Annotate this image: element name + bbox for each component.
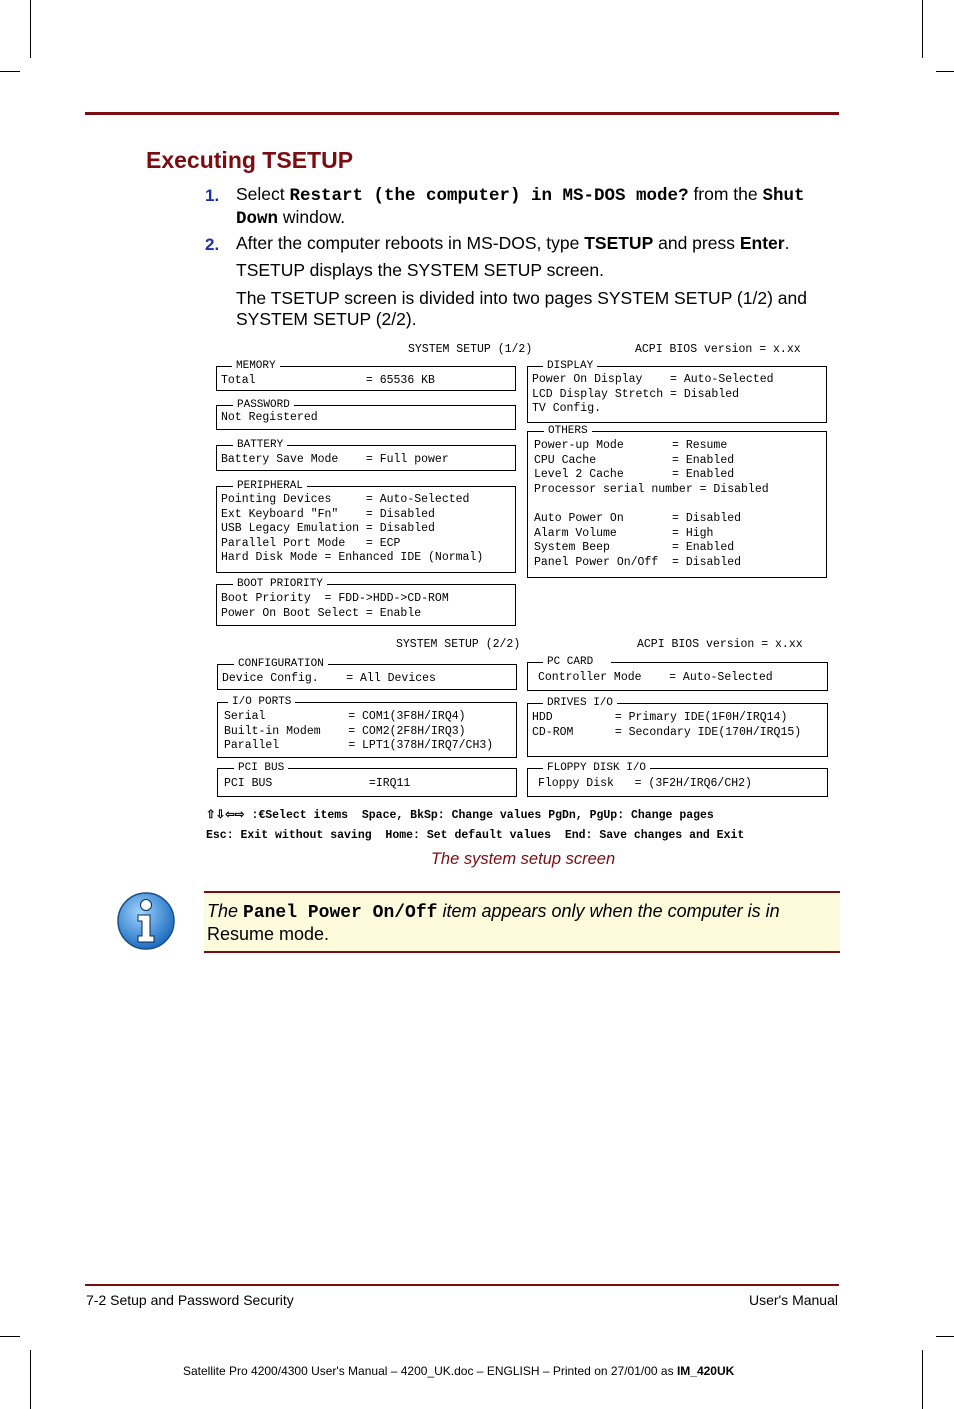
display-panel xyxy=(527,360,827,423)
key-help-line-1: ⇧⇩⇦⇨ :€Select items Space, BkSp: Change values PgDn, PgUp: Change pages xyxy=(206,809,714,822)
setup-page-2-title: SYSTEM SETUP (2/2) xyxy=(396,638,521,651)
note-code: Panel Power On/Off xyxy=(243,903,438,923)
peripheral-panel xyxy=(216,480,516,573)
others-rows: Power-up Mode = Resume CPU Cache = Enabled Level 2 Cache = Enabled Processor serial number = Disabled Auto Power On = Disabled Alarm Volume = High System Beep = Enabled Panel Power On/Off = Disabled xyxy=(534,439,769,569)
crop-mark xyxy=(0,71,20,72)
floppy-io-panel xyxy=(527,762,828,797)
pc-card-label: PC CARD xyxy=(543,656,611,669)
configuration-label: CONFIGURATION xyxy=(234,658,328,671)
pc-card-rows: Controller Mode = Auto-Selected xyxy=(538,671,773,684)
print-info xyxy=(183,1364,734,1378)
note-box xyxy=(204,891,840,953)
step-2-line-2: TSETUP displays the SYSTEM SETUP screen. xyxy=(236,260,604,280)
step-number: 1. xyxy=(205,186,220,205)
info-icon xyxy=(116,891,176,951)
battery-label: BATTERY xyxy=(233,439,287,452)
configuration-rows: Device Config. = All Devices xyxy=(222,672,436,685)
drives-io-rows: HDD = Primary IDE(1F0H/IRQ14) CD-ROM = Secondary IDE(170H/IRQ15) xyxy=(532,711,802,739)
step-1-post: window. xyxy=(278,207,346,227)
step-1-text xyxy=(236,184,836,230)
step-2-command: TSETUP xyxy=(584,233,654,253)
step-2-line-3: The TSETUP screen is divided into two pages SYSTEM SETUP (1/2) and SYSTEM SETUP (2/2). xyxy=(236,288,807,329)
section-heading: Executing TSETUP xyxy=(146,147,354,173)
battery-panel xyxy=(216,439,516,471)
pc-card-panel xyxy=(527,656,828,691)
step-2-text xyxy=(236,233,836,254)
boot-priority-rows: Boot Priority = FDD->HDD->CD-ROM Power On Boot Select = Enable xyxy=(221,592,449,620)
password-rows: Not Registered xyxy=(221,411,318,424)
drives-io-label: DRIVES I/O xyxy=(543,697,617,710)
configuration-panel xyxy=(217,658,517,690)
boot-priority-panel xyxy=(216,578,516,626)
acpi-version: ACPI BIOS version = x.xx xyxy=(635,343,801,356)
battery-rows: Battery Save Mode = Full power xyxy=(221,453,449,466)
footer-rule xyxy=(85,1284,839,1286)
memory-label: MEMORY xyxy=(232,360,280,373)
step-1-pre: Select xyxy=(236,184,290,204)
drives-io-panel xyxy=(527,697,828,757)
step-2-post: . xyxy=(784,233,790,253)
memory-rows: Total = 65536 KB xyxy=(221,374,435,387)
footer-right: User's Manual xyxy=(748,1292,838,1308)
step-2-pre: After the computer reboots in MS-DOS, type xyxy=(236,233,585,253)
others-panel xyxy=(527,425,827,578)
crop-mark xyxy=(0,1336,20,1337)
display-rows: Power On Display = Auto-Selected LCD Display Stretch = Disabled TV Config. xyxy=(532,373,774,416)
key-help-line-2: Esc: Exit without saving Home: Set default values End: Save changes and Exit xyxy=(206,829,745,842)
step-2-key: Enter xyxy=(739,233,785,253)
top-rule xyxy=(85,112,839,115)
note-pre: The xyxy=(207,901,244,921)
crop-mark xyxy=(922,1350,923,1409)
pci-bus-label: PCI BUS xyxy=(234,762,288,775)
io-ports-label: I/O PORTS xyxy=(228,696,295,709)
step-number: 2. xyxy=(205,235,220,254)
floppy-io-rows: Floppy Disk = (3F2H/IRQ6/CH2) xyxy=(538,777,752,790)
step-1-code: Restart (the computer) in MS-DOS mode? xyxy=(289,186,689,206)
print-info-code: IM_420UK xyxy=(676,1364,735,1378)
peripheral-label: PERIPHERAL xyxy=(233,480,307,493)
note-line-2: Resume mode. xyxy=(207,924,330,944)
pci-bus-rows: PCI BUS =IRQ11 xyxy=(224,777,411,790)
others-label: OTHERS xyxy=(544,425,592,438)
figure-caption: The system setup screen xyxy=(430,850,616,868)
display-label: DISPLAY xyxy=(543,360,597,373)
crop-mark xyxy=(922,0,923,58)
acpi-version: ACPI BIOS version = x.xx xyxy=(637,638,803,651)
io-ports-rows: Serial = COM1(3F8H/IRQ4) Built-in Modem = COM2(2F8H/IRQ3) Parallel = LPT1(378H/IRQ7/CH3) xyxy=(224,710,494,753)
step-1-code-2: Shut Down xyxy=(236,186,805,229)
floppy-io-label: FLOPPY DISK I/O xyxy=(543,762,650,775)
footer-left: 7-2 Setup and Password Security xyxy=(86,1292,294,1308)
pci-bus-panel xyxy=(217,762,517,797)
step-2-mid: and press xyxy=(653,233,740,253)
setup-page-1-title: SYSTEM SETUP (1/2) xyxy=(408,343,533,356)
crop-mark xyxy=(936,1336,954,1337)
memory-panel xyxy=(216,360,516,391)
note-post: item appears only when the computer is in xyxy=(437,901,780,921)
note-text xyxy=(207,901,837,945)
crop-mark xyxy=(936,71,954,72)
io-ports-panel xyxy=(217,696,517,758)
password-panel xyxy=(216,399,516,430)
password-label: PASSWORD xyxy=(233,399,294,412)
peripheral-rows: Pointing Devices = Auto-Selected Ext Keyboard "Fn" = Disabled USB Legacy Emulation = Disabled Parallel Port Mode = ECP Hard Disk Mode = Enhanced IDE (Normal) xyxy=(221,493,484,565)
crop-mark xyxy=(30,0,31,58)
step-1-mid: from the xyxy=(688,184,763,204)
crop-mark xyxy=(30,1350,31,1409)
boot-priority-label: BOOT PRIORITY xyxy=(233,578,327,591)
print-info-text: Satellite Pro 4200/4300 User's Manual – 4200_UK.doc – ENGLISH – Printed on 27/01/00 as xyxy=(183,1364,677,1378)
